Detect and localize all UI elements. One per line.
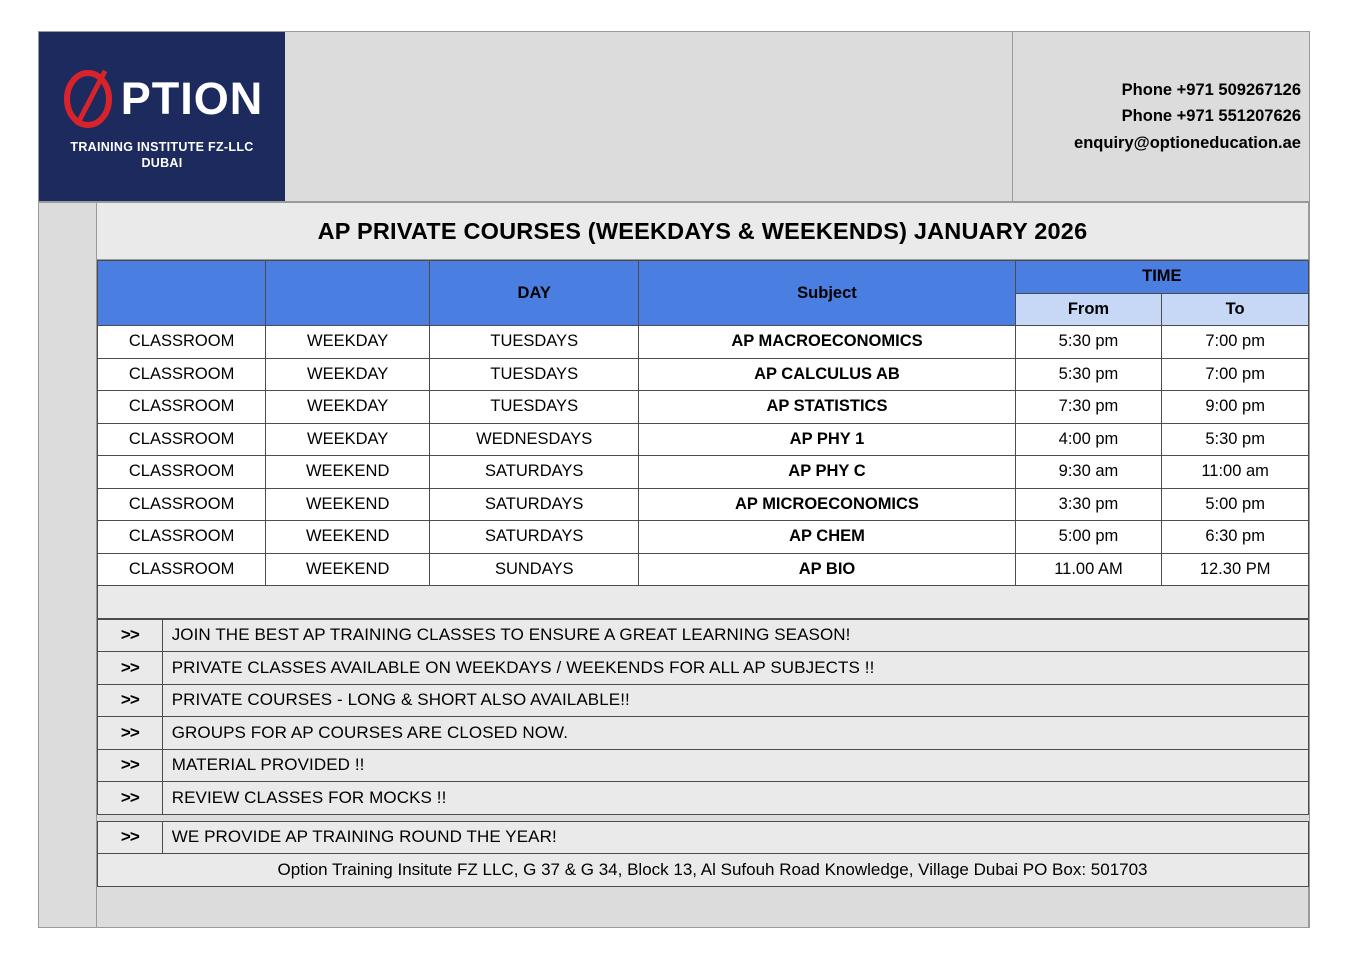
logo-subtitle-line1: TRAINING INSTITUTE FZ-LLC <box>70 140 254 155</box>
cell-mode: CLASSROOM <box>98 391 266 424</box>
header-subject: Subject <box>639 261 1015 326</box>
cell-type: WEEKDAY <box>266 326 430 359</box>
contact-email: enquiry@optioneducation.ae <box>1074 133 1301 152</box>
cell-subject: AP PHY C <box>639 456 1015 489</box>
logo-subtitle <box>70 140 253 171</box>
note-text: JOIN THE BEST AP TRAINING CLASSES TO ENSURE A GREAT LEARNING SEASON! <box>162 619 1308 652</box>
content-panel <box>38 202 1310 928</box>
logo-block <box>39 32 285 201</box>
notes-gap-cell <box>162 814 1308 821</box>
cell-from: 5:00 pm <box>1015 521 1162 554</box>
cell-from: 5:30 pm <box>1015 326 1162 359</box>
address-row <box>98 854 1309 887</box>
header-day: DAY <box>430 261 639 326</box>
logo-subtitle-line2: DUBAI <box>141 156 183 170</box>
notes-table <box>97 619 1309 887</box>
note-arrow-icon: >> <box>98 717 163 750</box>
schedule-table <box>97 260 1309 619</box>
note-row <box>98 684 1309 717</box>
address-text: Option Training Insitute FZ LLC, G 37 & G 34, Block 13, Al Sufouh Road Knowledge, Village Dubai PO Box: 501703 <box>98 854 1309 887</box>
cell-to: 5:30 pm <box>1162 423 1309 456</box>
note-row <box>98 749 1309 782</box>
table-row <box>98 358 1309 391</box>
table-row <box>98 521 1309 554</box>
cell-mode: CLASSROOM <box>98 358 266 391</box>
note-arrow-icon: >> <box>98 619 163 652</box>
note-row <box>98 619 1309 652</box>
header-type <box>266 261 430 326</box>
note-text: GROUPS FOR AP COURSES ARE CLOSED NOW. <box>162 717 1308 750</box>
page-title <box>97 203 1309 260</box>
cell-to: 5:00 pm <box>1162 488 1309 521</box>
note-text: REVIEW CLASSES FOR MOCKS !! <box>162 782 1308 815</box>
notes-gap-cell <box>98 814 163 821</box>
cell-subject: AP STATISTICS <box>639 391 1015 424</box>
cell-day: TUESDAYS <box>430 358 639 391</box>
cell-subject: AP MACROECONOMICS <box>639 326 1015 359</box>
cell-day: SATURDAYS <box>430 521 639 554</box>
header-time-to: To <box>1162 293 1309 326</box>
cell-day: SUNDAYS <box>430 553 639 586</box>
cell-from: 4:00 pm <box>1015 423 1162 456</box>
cell-mode: CLASSROOM <box>98 423 266 456</box>
bottom-filler <box>97 887 1309 928</box>
cell-from: 5:30 pm <box>1015 358 1162 391</box>
note-row <box>98 717 1309 750</box>
note-arrow-icon: >> <box>98 821 163 854</box>
cell-mode: CLASSROOM <box>98 488 266 521</box>
cell-from: 3:30 pm <box>1015 488 1162 521</box>
page-title-text: AP PRIVATE COURSES (WEEKDAYS & WEEKENDS) JANUARY 2026 <box>317 217 1088 244</box>
cell-subject: AP CHEM <box>639 521 1015 554</box>
cell-type: WEEKEND <box>266 488 430 521</box>
cell-type: WEEKEND <box>266 521 430 554</box>
table-row <box>98 488 1309 521</box>
cell-mode: CLASSROOM <box>98 521 266 554</box>
notes-gap-row <box>98 814 1309 821</box>
note-row <box>98 652 1309 685</box>
cell-type: WEEKEND <box>266 553 430 586</box>
header-mode <box>98 261 266 326</box>
cell-day: TUESDAYS <box>430 326 639 359</box>
table-row <box>98 326 1309 359</box>
contact-phone-1: Phone +971 509267126 <box>1121 80 1301 99</box>
logo-o-icon <box>61 67 119 129</box>
note-arrow-icon: >> <box>98 652 163 685</box>
table-row <box>98 423 1309 456</box>
note-arrow-icon: >> <box>98 684 163 717</box>
cell-subject: AP MICROECONOMICS <box>639 488 1015 521</box>
cell-to: 6:30 pm <box>1162 521 1309 554</box>
table-row <box>98 456 1309 489</box>
note-row <box>98 782 1309 815</box>
header-time-from: From <box>1015 293 1162 326</box>
note-arrow-icon: >> <box>98 749 163 782</box>
spacer-cell <box>98 586 1309 619</box>
cell-mode: CLASSROOM <box>98 326 266 359</box>
cell-from: 9:30 am <box>1015 456 1162 489</box>
cell-mode: CLASSROOM <box>98 456 266 489</box>
table-row <box>98 391 1309 424</box>
contact-phone-2: Phone +971 551207626 <box>1121 107 1301 126</box>
cell-type: WEEKDAY <box>266 423 430 456</box>
header-spacer <box>285 32 1013 201</box>
note-text: MATERIAL PROVIDED !! <box>162 749 1308 782</box>
cell-subject: AP BIO <box>639 553 1015 586</box>
cell-type: WEEKDAY <box>266 391 430 424</box>
note-text: WE PROVIDE AP TRAINING ROUND THE YEAR! <box>162 821 1308 854</box>
note-text: PRIVATE COURSES - LONG & SHORT ALSO AVAILABLE!! <box>162 684 1308 717</box>
panel-main <box>97 203 1309 927</box>
header-time: TIME <box>1015 261 1308 294</box>
logo-text: PTION <box>120 72 264 124</box>
cell-to: 12.30 PM <box>1162 553 1309 586</box>
cell-type: WEEKDAY <box>266 358 430 391</box>
cell-mode: CLASSROOM <box>98 553 266 586</box>
cell-to: 9:00 pm <box>1162 391 1309 424</box>
table-header-row-1 <box>98 261 1309 294</box>
cell-from: 11.00 AM <box>1015 553 1162 586</box>
cell-day: TUESDAYS <box>430 391 639 424</box>
logo-wordmark <box>61 67 264 129</box>
cell-day: SATURDAYS <box>430 488 639 521</box>
contact-block <box>1013 32 1309 201</box>
table-row <box>98 553 1309 586</box>
cell-to: 11:00 am <box>1162 456 1309 489</box>
left-margin-strip <box>39 203 97 927</box>
cell-subject: AP CALCULUS AB <box>639 358 1015 391</box>
cell-type: WEEKEND <box>266 456 430 489</box>
cell-to: 7:00 pm <box>1162 326 1309 359</box>
note-text: PRIVATE CLASSES AVAILABLE ON WEEKDAYS / WEEKENDS FOR ALL AP SUBJECTS !! <box>162 652 1308 685</box>
cell-from: 7:30 pm <box>1015 391 1162 424</box>
note-row <box>98 821 1309 854</box>
cell-day: WEDNESDAYS <box>430 423 639 456</box>
cell-subject: AP PHY 1 <box>639 423 1015 456</box>
note-arrow-icon: >> <box>98 782 163 815</box>
cell-day: SATURDAYS <box>430 456 639 489</box>
table-spacer-row <box>98 586 1309 619</box>
cell-to: 7:00 pm <box>1162 358 1309 391</box>
page-header <box>38 31 1310 202</box>
